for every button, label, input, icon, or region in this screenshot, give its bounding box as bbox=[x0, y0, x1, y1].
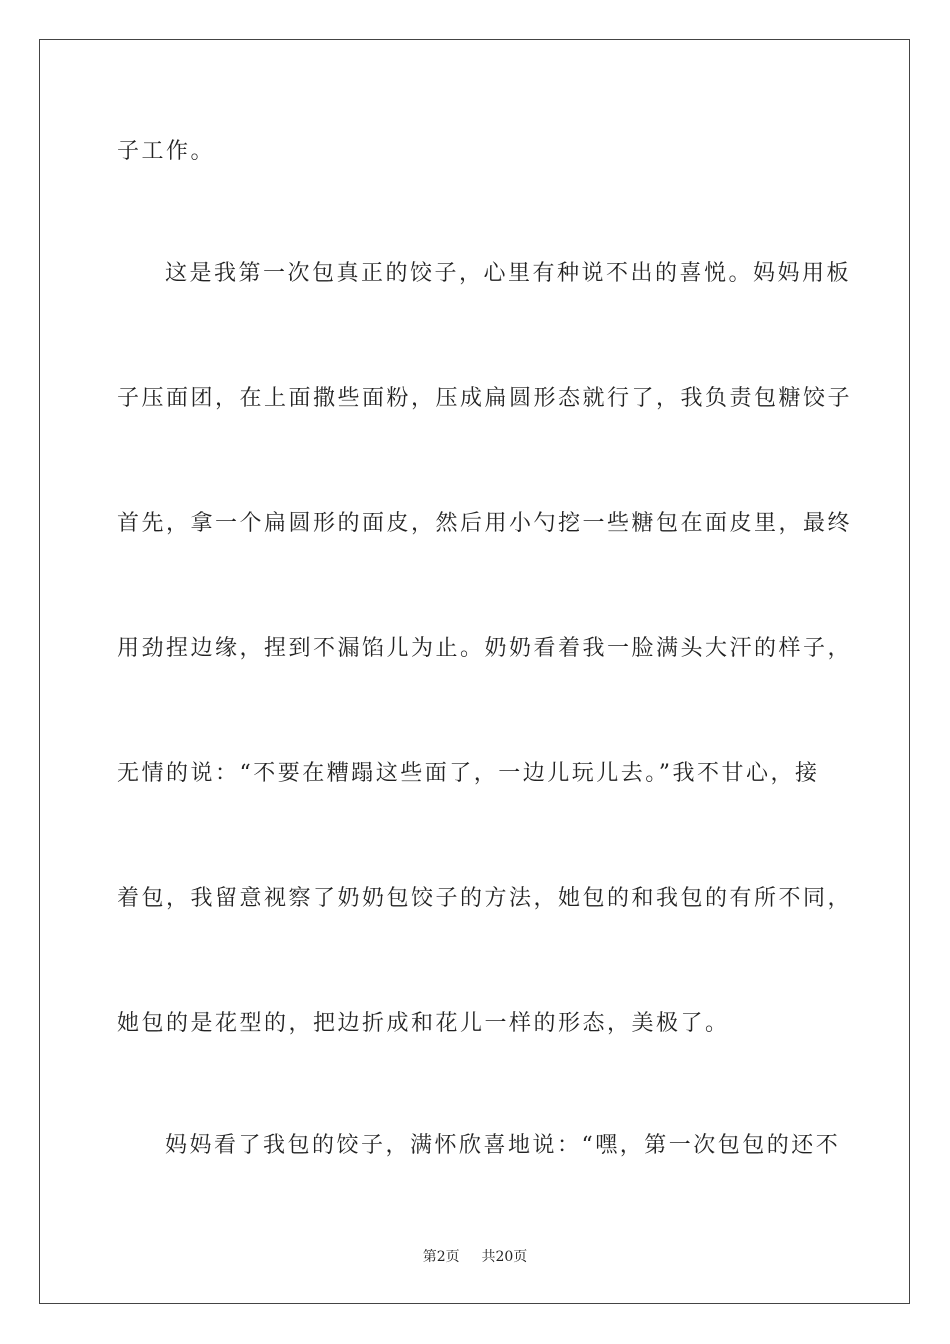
page-number: 第2页 bbox=[422, 1249, 460, 1265]
paragraph-line: 着包，我留意视察了奶奶包饺子的方法，她包的和我包的有所不同， bbox=[117, 886, 853, 911]
paragraph-line: 子压面团，在上面撒些面粉，压成扁圆形态就行了，我负责包糖饺子 bbox=[117, 386, 853, 411]
paragraph-line: 子工作。 bbox=[117, 139, 216, 164]
paragraph-line: 用劲捏边缘，捏到不漏馅儿为止。奶奶看着我一脸满头大汗的样子， bbox=[117, 636, 853, 661]
paragraph-line: 首先，拿一个扁圆形的面皮，然后用小勺挖一些糖包在面皮里，最终 bbox=[117, 511, 853, 536]
paragraph-line: 这是我第一次包真正的饺子，心里有种说不出的喜悦。妈妈用板 bbox=[165, 261, 852, 286]
paragraph-line: 无情的说：“不要在糟蹋这些面了，一边儿玩儿去。”我不甘心，接 bbox=[117, 761, 820, 786]
page-total: 共20页 bbox=[481, 1249, 528, 1265]
page-footer bbox=[0, 1248, 950, 1266]
paragraph-line: 她包的是花型的，把边折成和花儿一样的形态，美极了。 bbox=[117, 1011, 730, 1036]
page-border bbox=[39, 39, 910, 1304]
paragraph-line: 妈妈看了我包的饺子，满怀欣喜地说：“嘿，第一次包包的还不 bbox=[165, 1133, 841, 1158]
